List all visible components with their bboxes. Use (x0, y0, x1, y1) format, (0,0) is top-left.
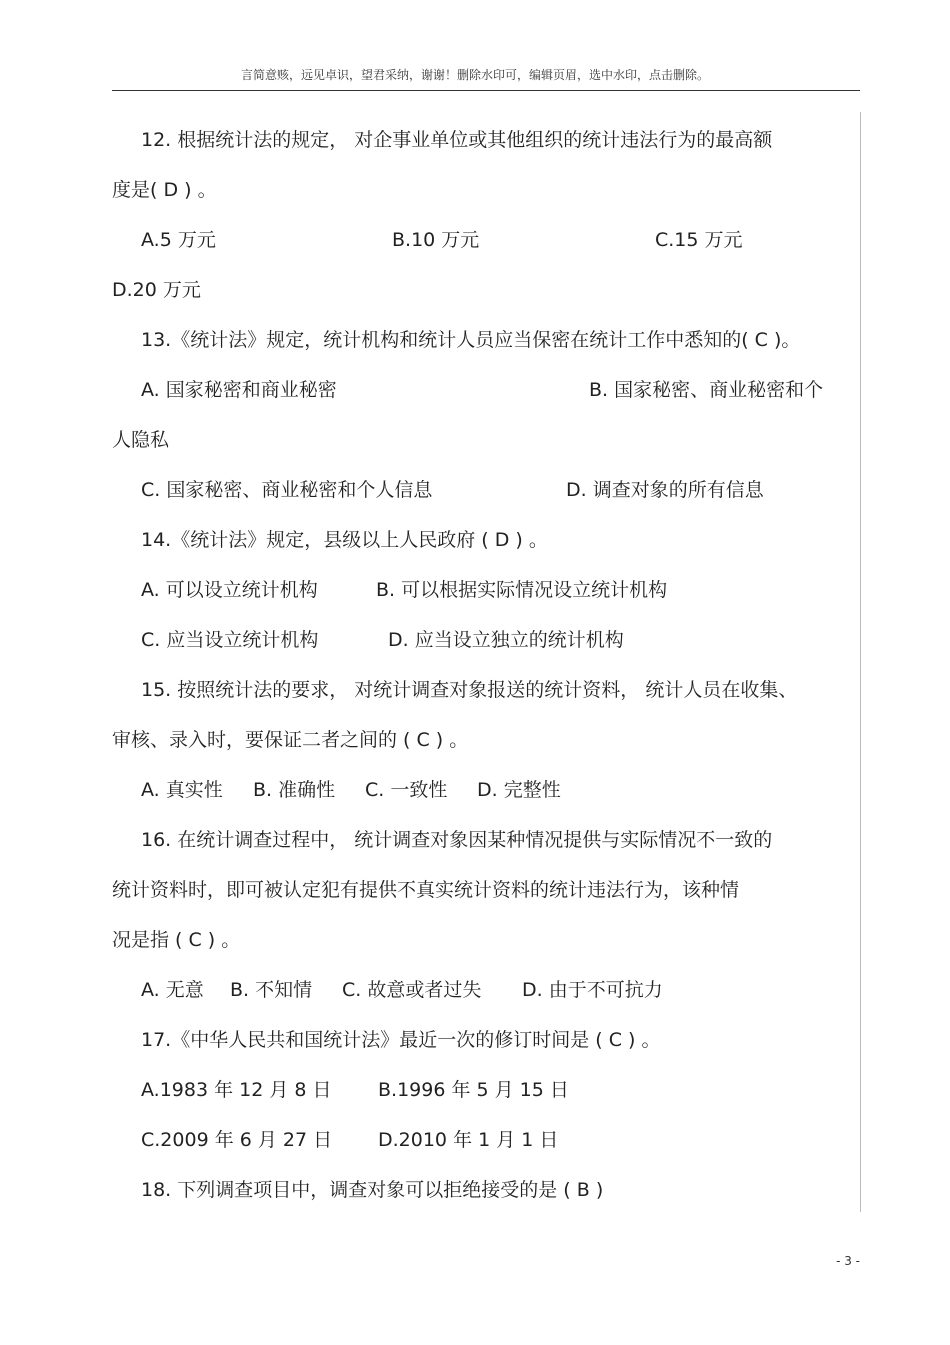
question-12-stem-line-1: 12. 根据统计法的规定， 对企事业单位或其他组织的统计违法行为的最高额 (141, 129, 773, 151)
question-15-stem-line-1: 15. 按照统计法的要求， 对统计调查对象报送的统计资料， 统计人员在收集、 (141, 679, 798, 701)
question-16-option-b: B. 不知情 (230, 979, 313, 1001)
question-12-stem-line-2: 度是( D ) 。 (112, 179, 217, 201)
margin-rule (860, 112, 861, 1212)
question-12-option-d: D.20 万元 (112, 279, 201, 301)
question-17-option-a: A.1983 年 12 月 8 日 (141, 1079, 332, 1101)
question-17-option-b: B.1996 年 5 月 15 日 (378, 1079, 569, 1101)
header-divider (112, 90, 860, 91)
question-15-option-c: C. 一致性 (365, 779, 448, 801)
question-16-option-a: A. 无意 (141, 979, 204, 1001)
question-14-option-b: B. 可以根据实际情况设立统计机构 (376, 579, 668, 601)
question-14-option-a: A. 可以设立统计机构 (141, 579, 318, 601)
question-13-option-a: A. 国家秘密和商业秘密 (141, 379, 337, 401)
question-15-option-b: B. 准确性 (253, 779, 336, 801)
question-16-stem-line-3: 况是指 ( C ) 。 (112, 929, 241, 951)
question-16-option-c: C. 故意或者过失 (342, 979, 482, 1001)
question-13-stem: 13.《统计法》规定，统计机构和统计人员应当保密在统计工作中悉知的( C )。 (141, 329, 801, 351)
question-17-option-c: C.2009 年 6 月 27 日 (141, 1129, 333, 1151)
question-16-stem-line-2: 统计资料时，即可被认定犯有提供不真实统计资料的统计违法行为，该种情 (112, 879, 740, 901)
page-header: 言简意赅，远见卓识，望君采纳，谢谢！删除水印可，编辑页眉，选中水印，点击删除。 (240, 68, 709, 82)
question-15-option-a: A. 真实性 (141, 779, 223, 801)
question-15-stem-line-2: 审核、录入时，要保证二者之间的 ( C ) 。 (112, 729, 469, 751)
page-number: - 3 - (836, 1254, 860, 1268)
question-16-stem-line-1: 16. 在统计调查过程中， 统计调查对象因某种情况提供与实际情况不一致的 (141, 829, 773, 851)
question-13-option-d: D. 调查对象的所有信息 (566, 479, 764, 501)
question-16-option-d: D. 由于不可抗力 (522, 979, 663, 1001)
question-12-option-c: C.15 万元 (655, 229, 743, 251)
question-17-option-d: D.2010 年 1 月 1 日 (378, 1129, 559, 1151)
question-13-option-b-continued: 人隐私 (112, 429, 170, 451)
question-17-stem: 17.《中华人民共和国统计法》最近一次的修订时间是 ( C ) 。 (141, 1029, 661, 1051)
question-14-option-c: C. 应当设立统计机构 (141, 629, 319, 651)
question-13-option-c: C. 国家秘密、商业秘密和个人信息 (141, 479, 433, 501)
question-14-option-d: D. 应当设立独立的统计机构 (388, 629, 624, 651)
question-15-option-d: D. 完整性 (477, 779, 561, 801)
question-13-option-b: B. 国家秘密、商业秘密和个 (589, 379, 824, 401)
question-12-option-a: A.5 万元 (141, 229, 216, 251)
question-12-option-b: B.10 万元 (392, 229, 480, 251)
question-14-stem: 14.《统计法》规定，县级以上人民政府 ( D ) 。 (141, 529, 548, 551)
question-18-stem: 18. 下列调查项目中，调查对象可以拒绝接受的是 ( B ) (141, 1179, 604, 1201)
